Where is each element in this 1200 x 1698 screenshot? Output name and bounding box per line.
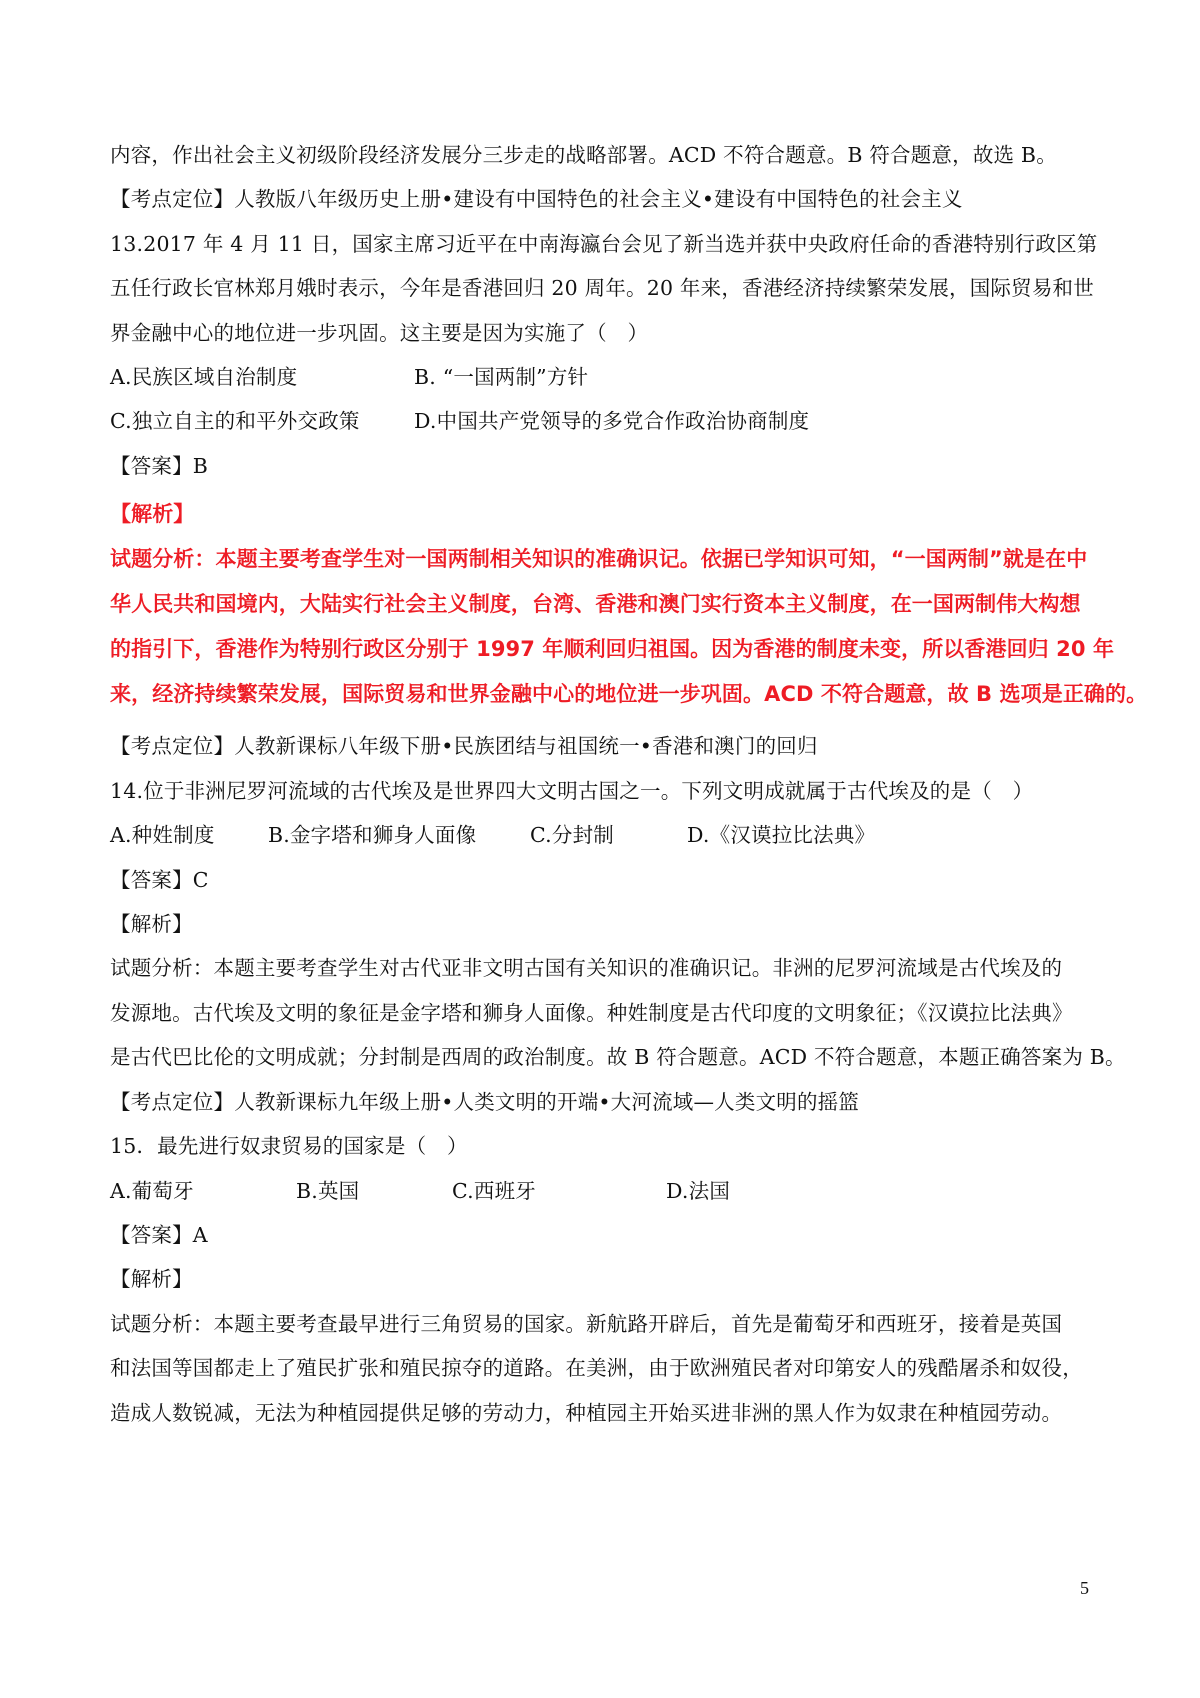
analysis-heading: 【解析】 [110,1267,193,1291]
option-a: A.种姓制度 [110,823,215,847]
answer-label: 【答案】B [110,454,209,478]
paragraph-line: 内容，作出社会主义初级阶段经济发展分三步走的战略部署。ACD 不符合题意。B 符合题意，故选 B。 [110,143,1057,167]
answer-label: 【答案】A [110,1223,208,1247]
option-a: A.葡萄牙 [110,1179,194,1203]
answer-label: 【答案】C [110,868,209,892]
option-d: D.法国 [666,1179,731,1203]
exam-point-line: 【考点定位】人教版八年级历史上册•建设有中国特色的社会主义•建设有中国特色的社会主义 [110,187,963,211]
question-13-text-line: 界金融中心的地位进一步巩固。这主要是因为实施了（ ） [110,321,649,345]
analysis-line: 试题分析：本题主要考查学生对古代亚非文明古国有关知识的准确识记。非洲的尼罗河流域是古代埃及的 [110,956,1063,980]
option-c: C.西班牙 [452,1179,536,1203]
page-number: 5 [1080,1578,1089,1598]
option-b: B. “一国两制”方针 [414,365,589,389]
analysis-line: 发源地。古代埃及文明的象征是金字塔和狮身人面像。种姓制度是古代印度的文明象征；《汉谟拉比法典》 [110,1001,1073,1025]
analysis-line: 和法国等国都走上了殖民扩张和殖民掠夺的道路。在美洲，由于欧洲殖民者对印第安人的残酷屠杀和奴役， [110,1356,1083,1380]
analysis-highlighted-line: 的指引下，香港作为特别行政区分别于 1997 年顺利回归祖国。因为香港的制度未变，所以香港回归 20 年 [110,637,1115,661]
analysis-highlighted-line: 来，经济持续繁荣发展，国际贸易和世界金融中心的地位进一步巩固。ACD 不符合题意，故 B 选项是正确的。 [110,682,1148,706]
option-b: B.金字塔和狮身人面像 [268,823,477,847]
question-14-text-line: 14.位于非洲尼罗河流域的古代埃及是世界四大文明古国之一。下列文明成就属于古代埃及的是（ ） [110,779,1034,803]
question-15-text-line: 15．最先进行奴隶贸易的国家是（ ） [110,1134,468,1158]
exam-point-line: 【考点定位】人教新课标八年级下册•民族团结与祖国统一•香港和澳门的回归 [110,734,818,758]
option-b: B.英国 [296,1179,360,1203]
option-d: D.中国共产党领导的多党合作政治协商制度 [414,409,810,433]
question-13-text-line: 13.2017 年 4 月 11 日，国家主席习近平在中南海瀛台会见了新当选并获中央政府任命的香港特别行政区第 [110,232,1098,256]
analysis-heading: 【解析】 [110,912,193,936]
analysis-heading-highlighted: 【解析】 [110,502,195,526]
analysis-highlighted-line: 试题分析：本题主要考查学生对一国两制相关知识的准确识记。依据已学知识可知，“一国两制”就是在中 [110,547,1088,571]
option-c: C.独立自主的和平外交政策 [110,409,360,433]
option-c: C.分封制 [530,823,614,847]
analysis-line: 试题分析：本题主要考查最早进行三角贸易的国家。新航路开辟后，首先是葡萄牙和西班牙，接着是英国 [110,1312,1063,1336]
option-d: D.《汉谟拉比法典》 [687,823,876,847]
exam-point-line: 【考点定位】人教新课标九年级上册•人类文明的开端•大河流域—人类文明的摇篮 [110,1090,860,1114]
analysis-line: 是古代巴比伦的文明成就；分封制是西周的政治制度。故 B 符合题意。ACD 不符合题意，本题正确答案为 B。 [110,1045,1126,1069]
question-13-text-line: 五任行政长官林郑月娥时表示，今年是香港回归 20 周年。20 年来，香港经济持续繁荣发展，国际贸易和世 [110,276,1094,300]
option-a: A.民族区域自治制度 [110,365,298,389]
analysis-highlighted-line: 华人民共和国境内，大陆实行社会主义制度，台湾、香港和澳门实行资本主义制度，在一国两制伟大构想 [110,592,1081,616]
analysis-line: 造成人数锐减，无法为种植园提供足够的劳动力，种植园主开始买进非洲的黑人作为奴隶在种植园劳动。 [110,1401,1063,1425]
